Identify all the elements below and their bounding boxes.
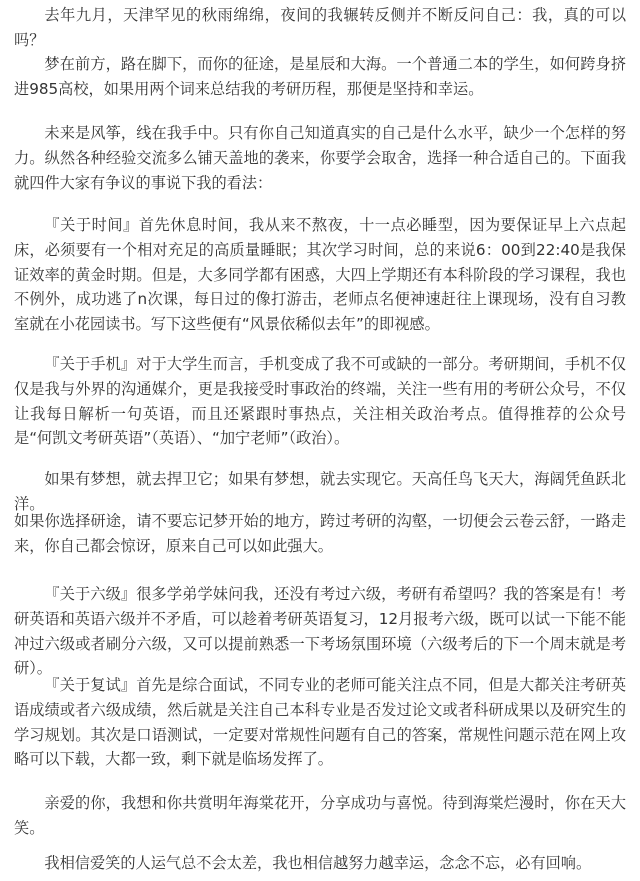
- paragraph-kite: 未来是风筝，线在我手中。只有你自己知道真实的自己是什么水平，缺少一个怎样的努力。纵然各种经验交流多么铺天盖地的袭来，你要学会取舍，选择一种合适自己的。下面我就四件大家有争议的事说下我的看法：: [14, 124, 626, 192]
- paragraph-dream-defend: 如果有梦想，就去捍卫它；如果有梦想，就去实现它。天高任鸟飞天大，海阔凭鱼跃北洋。: [14, 470, 626, 513]
- paragraph-about-cet6: 『关于六级』很多学弟学妹问我，还没有考过六级，考研有希望吗？我的答案是有！考研英语和英语六级并不矛盾，可以趁着考研英语复习，12月报考六级，既可以试一下能不能冲过六级或者刷分六级，又可以提前熟悉一下考场氛围环境（六级考后的下一个周末就是考研）。: [14, 585, 626, 678]
- paragraph-dream: 梦在前方，路在脚下，而你的征途，是星辰和大海。一个普通二本的学生，如何跨身挤进985高校，如果用两个词来总结我的考研历程，那便是坚持和幸运。: [14, 55, 626, 98]
- paragraph-about-retest: 『关于复试』首先是综合面试，不同专业的老师可能关注点不同，但是大都关注考研英语成绩或者六级成绩，然后就是关注自己本科专业是否发过论文或者科研成果以及研究生的学习规划。其次是口语测试，一定要对常规性问题有自己的答案，常规性问题示范在网上攻略可以下载，大都一致，剩下就是临场发挥了。: [14, 676, 626, 769]
- paragraph-about-phone: 『关于手机』对于大学生而言，手机变成了我不可或缺的一部分。考研期间，手机不仅仅是我与外界的沟通媒介，更是我接受时事政治的终端，关注一些有用的考研公众号，不仅让我每日解析一句英语，而且还紧跟时事热点，关注相关政治考点。值得推荐的公众号是“何凯文考研英语”（英语）、“加宁老师”（政治）。: [14, 355, 626, 448]
- paragraph-about-time: 『关于时间』首先休息时间，我从来不熬夜，十一点必睡型，因为要保证早上六点起床，必须要有一个相对充足的高质量睡眠；其次学习时间，总的来说6：00到22:40是我保证效率的黄金时期。但是，大多同学都有困惑，大四上学期还有本科阶段的学习课程，我也不例外，成功逃了n次课，每日过的像打游击，老师点名便神速赶往上课现场，没有自习教室就在小花园读书。写下这些便有“风景依稀似去年”的即视感。: [14, 216, 626, 334]
- paragraph-closing: 我相信爱笑的人运气总不会太差，我也相信越努力越幸运，念念不忘，必有回响。: [44, 854, 592, 872]
- paragraph-research-path: 如果你选择研途，请不要忘记梦开始的地方，跨过考研的沟壑，一切便会云卷云舒，一路走来，你自己都会惊讶，原来自己可以如此强大。: [14, 512, 626, 555]
- paragraph-intro: 去年九月，天津罕见的秋雨绵绵，夜间的我辗转反侧并不断反问自己：我，真的可以吗？: [14, 6, 626, 49]
- paragraph-dear-you: 亲爱的你，我想和你共赏明年海棠花开，分享成功与喜悦。待到海棠烂漫时，你在天大笑。: [14, 794, 626, 837]
